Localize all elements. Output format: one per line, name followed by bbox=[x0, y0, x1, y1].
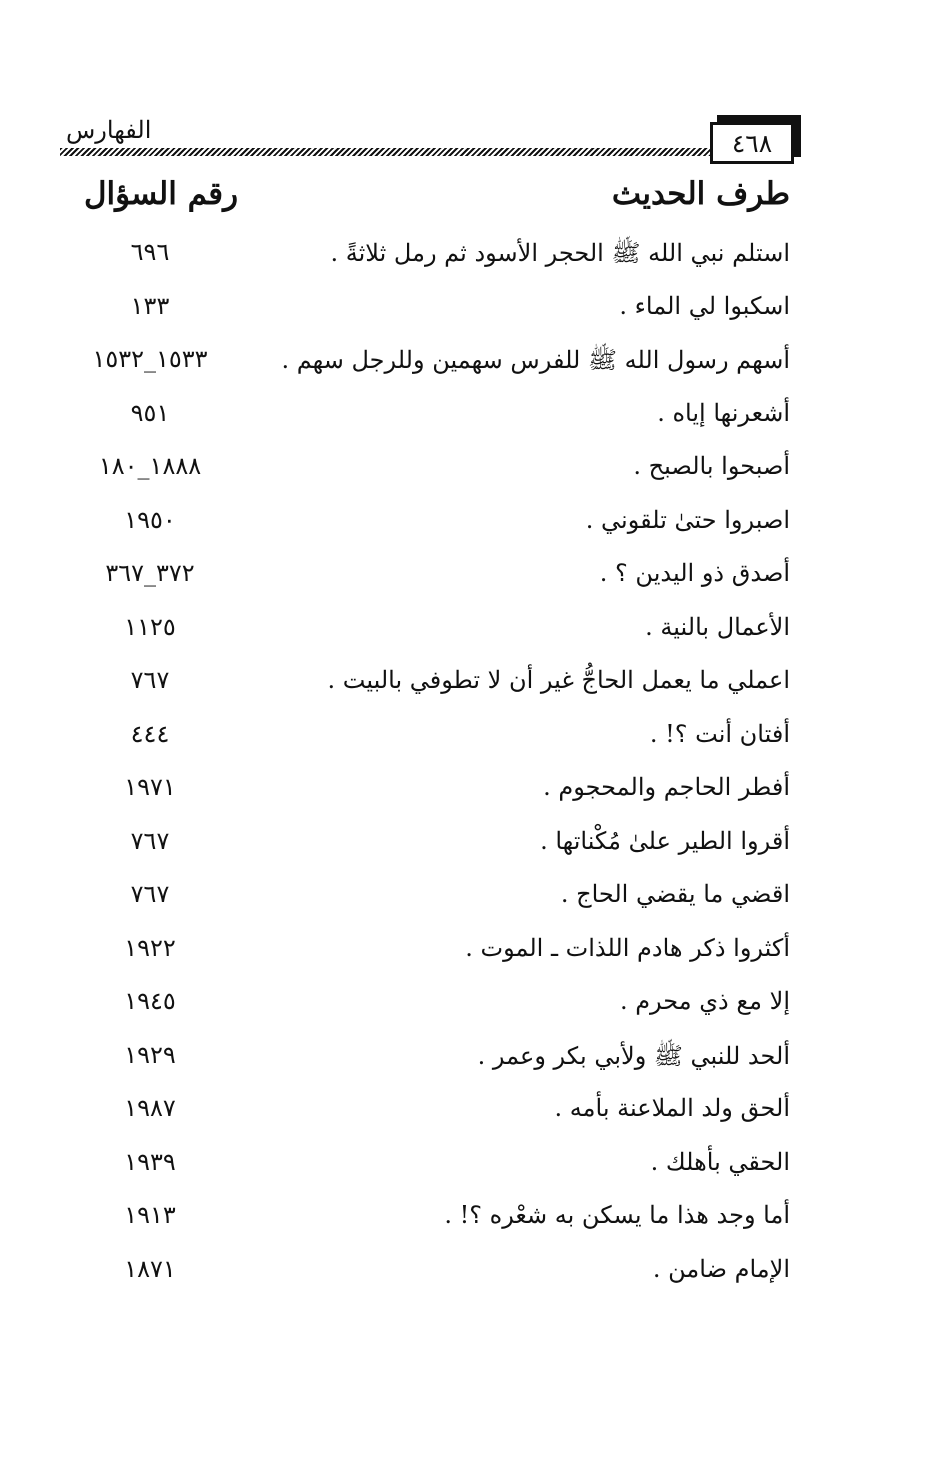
question-number: ١٩٥٠ bbox=[124, 505, 176, 534]
page-number: ٤٦٨ bbox=[710, 122, 794, 164]
index-row bbox=[60, 1088, 790, 1142]
question-number: ١٩٣٩ bbox=[124, 1147, 176, 1176]
question-number: ٩٥١ bbox=[130, 398, 170, 427]
hadith-text: أفتان أنت ؟! . bbox=[649, 719, 790, 748]
question-number: ٧٦٧ bbox=[130, 826, 170, 855]
index-row bbox=[60, 286, 790, 340]
index-row bbox=[60, 1035, 790, 1089]
hadith-text: الإمام ضامن . bbox=[652, 1254, 790, 1283]
hadith-text: أشعرنها إياه . bbox=[657, 398, 790, 427]
question-number: ١٩٢٩ bbox=[124, 1040, 176, 1069]
hadith-text: أصبحوا بالصبح . bbox=[633, 452, 790, 480]
index-row bbox=[60, 393, 790, 447]
index-row bbox=[60, 446, 790, 500]
hadith-text: أكثروا ذكر هادم اللذات ـ الموت . bbox=[465, 933, 790, 962]
question-number: ٧٦٧ bbox=[130, 666, 170, 694]
index-row bbox=[60, 928, 790, 982]
column-headers bbox=[60, 176, 790, 226]
question-number: ٣٧٢_٣٦٧ bbox=[105, 559, 195, 587]
header-rule bbox=[60, 148, 712, 156]
question-number: ١٩٤٥ bbox=[124, 987, 176, 1015]
hadith-text: إلا مع ذي محرم . bbox=[619, 987, 790, 1015]
question-number: ١٥٣٣_١٥٣٢ bbox=[92, 345, 208, 373]
column-header-hadith: طرف الحديث bbox=[611, 176, 790, 212]
index-row bbox=[60, 821, 790, 875]
index-row bbox=[60, 553, 790, 607]
question-number: ١٩٧١ bbox=[124, 773, 176, 801]
question-number: ١٩٨٧ bbox=[124, 1094, 176, 1122]
index-row bbox=[60, 500, 790, 554]
question-number: ١٩٢٢ bbox=[124, 933, 176, 962]
index-row bbox=[60, 767, 790, 821]
index-row bbox=[60, 874, 790, 928]
hadith-text: أفطر الحاجم والمحجوم . bbox=[543, 773, 790, 801]
hadith-text: اعملي ما يعمل الحاجُّ غير أن لا تطوفي بالبيت . bbox=[327, 666, 790, 694]
hadith-text: الأعمال بالنية . bbox=[645, 612, 790, 641]
index-row bbox=[60, 232, 790, 286]
index-row bbox=[60, 339, 790, 393]
hadith-text: أصدق ذو اليدين ؟ . bbox=[599, 559, 790, 587]
column-header-question-number: رقم السؤال bbox=[84, 176, 239, 212]
question-number: ١٩١٣ bbox=[124, 1201, 176, 1229]
running-title: الفهارس bbox=[66, 116, 152, 144]
index-row bbox=[60, 1249, 790, 1303]
page-header bbox=[60, 100, 808, 160]
hadith-text: ألحد للنبي ﷺ ولأبي بكر وعمر . bbox=[477, 1041, 790, 1070]
question-number: ٧٦٧ bbox=[130, 880, 170, 908]
index-row bbox=[60, 1195, 790, 1249]
hadith-text: ألحق ولد الملاعنة بأمه . bbox=[554, 1094, 790, 1122]
hadith-text: اصبروا حتىٰ تلقوني . bbox=[585, 505, 790, 534]
question-number: ٤٤٤ bbox=[130, 719, 170, 748]
hadith-text: اقضي ما يقضي الحاج . bbox=[560, 880, 790, 908]
hadith-text: أما وجد هذا ما يسكن به شعْره ؟! . bbox=[444, 1201, 790, 1229]
question-number: ١١٢٥ bbox=[124, 612, 176, 641]
hadith-text: أسهم رسول الله ﷺ للفرس سهمين وللرجل سهم . bbox=[281, 346, 790, 374]
index-row bbox=[60, 1142, 790, 1196]
question-number: ٦٩٦ bbox=[130, 238, 170, 266]
hadith-text: استلم نبي الله ﷺ الحجر الأسود ثم رمل ثلاثةً . bbox=[330, 239, 790, 267]
question-number: ١٣٣ bbox=[130, 291, 170, 320]
question-number: ١٨٧١ bbox=[124, 1254, 176, 1283]
index-row bbox=[60, 981, 790, 1035]
hadith-text: اسكبوا لي الماء . bbox=[619, 291, 790, 320]
index-row bbox=[60, 714, 790, 768]
index-row bbox=[60, 660, 790, 714]
hadith-text: أقروا الطير علىٰ مُكْناتها . bbox=[540, 826, 790, 855]
hadith-index-list bbox=[60, 232, 790, 1302]
hadith-text: الحقي بأهلك . bbox=[650, 1147, 790, 1176]
index-row bbox=[60, 607, 790, 661]
question-number: ١٨٨٨_١٨٠ bbox=[98, 452, 202, 480]
